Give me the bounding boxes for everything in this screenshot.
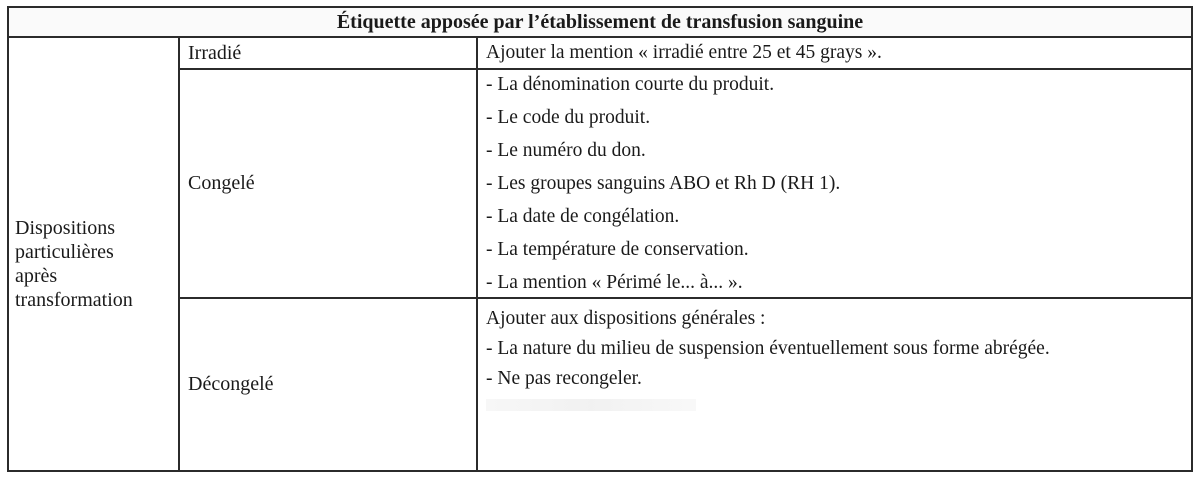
- condition-decongele: Décongelé: [179, 298, 477, 471]
- rule-line: - La mention « Périmé le... à... ».: [486, 271, 743, 293]
- condition-irradie: Irradié: [179, 37, 477, 69]
- condition-congele: Congelé: [179, 69, 477, 298]
- rule-irradie: [477, 37, 1192, 69]
- rule-line: - Le code du produit.: [486, 106, 651, 128]
- rule-line: - La dénomination courte du produit.: [486, 73, 775, 95]
- rule-line: - Ne pas recongeler.: [486, 368, 642, 390]
- rule-line: Ajouter aux dispositions générales :: [486, 308, 766, 330]
- rule-congele: [477, 69, 1192, 298]
- label-requirements-table: [7, 6, 1193, 472]
- rule-line: - Les groupes sanguins ABO et Rh D (RH 1).: [486, 172, 841, 194]
- category-line: transformation: [15, 289, 133, 312]
- rule-line: - La nature du milieu de suspension éventuellement sous forme abrégée.: [486, 338, 1050, 360]
- table-title: Étiquette apposée par l’établissement de transfusion sanguine: [8, 7, 1192, 37]
- category-line: Dispositions: [15, 217, 116, 240]
- category-line: après: [15, 265, 58, 288]
- rule-line: - Le numéro du don.: [486, 139, 646, 161]
- rule-line: - La température de conservation.: [486, 238, 749, 260]
- rule-line: - La date de congélation.: [486, 205, 680, 227]
- rule-line: Ajouter la mention « irradié entre 25 et 45 grays ».: [486, 42, 882, 64]
- scan-smudge: [486, 399, 696, 411]
- category-cell: [8, 37, 179, 471]
- category-line: particulières: [15, 241, 114, 264]
- rule-decongele: [477, 298, 1192, 471]
